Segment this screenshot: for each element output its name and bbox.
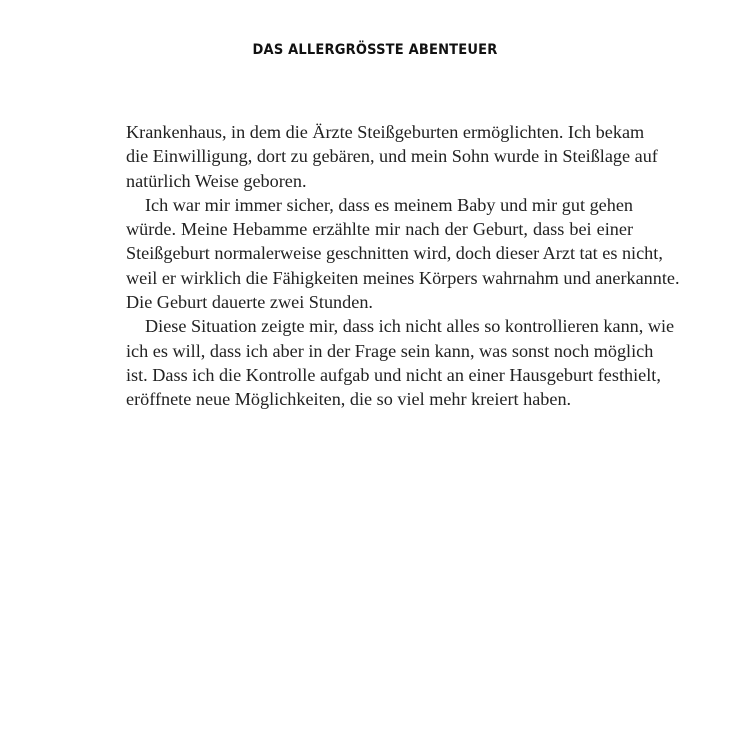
text-line: Steißgeburt normalerweise geschnitten wird, doch dieser Arzt tat es nicht, (126, 243, 663, 264)
text-line: ich es will, dass ich aber in der Frage sein kann, was sonst noch möglich (126, 340, 654, 361)
text-line: Die Geburt dauerte zwei Stunden. (126, 292, 373, 313)
text-line: Ich war mir immer sicher, dass es meinem Baby und mir gut gehen (145, 194, 633, 215)
paragraph (126, 193, 680, 314)
body-text (126, 120, 680, 412)
text-line: Diese Situation zeigte mir, dass ich nicht alles so kontrollieren kann, wie (145, 316, 675, 337)
paragraph (126, 314, 675, 411)
text-line: natürlich Weise geboren. (126, 170, 307, 191)
text-line: eröffnete neue Möglichkeiten, die so viel mehr kreiert haben. (126, 389, 572, 410)
text-line: die Einwilligung, dort zu gebären, und mein Sohn wurde in Steißlage auf (126, 146, 658, 167)
paragraph (126, 120, 658, 193)
text-line: Krankenhaus, in dem die Ärzte Steißgeburten ermöglichten. Ich bekam (126, 122, 645, 142)
text-line: würde. Meine Hebamme erzählte mir nach der Geburt, dass bei einer (126, 219, 633, 240)
text-line: ist. Dass ich die Kontrolle aufgab und nicht an einer Hausgeburt festhielt, (126, 364, 661, 385)
running-header: DAS ALLERGRÖSSTE ABENTEUER (252, 42, 498, 58)
text-line: weil er wirklich die Fähigkeiten meines Körpers wahrnahm und anerkannte. (126, 267, 680, 288)
